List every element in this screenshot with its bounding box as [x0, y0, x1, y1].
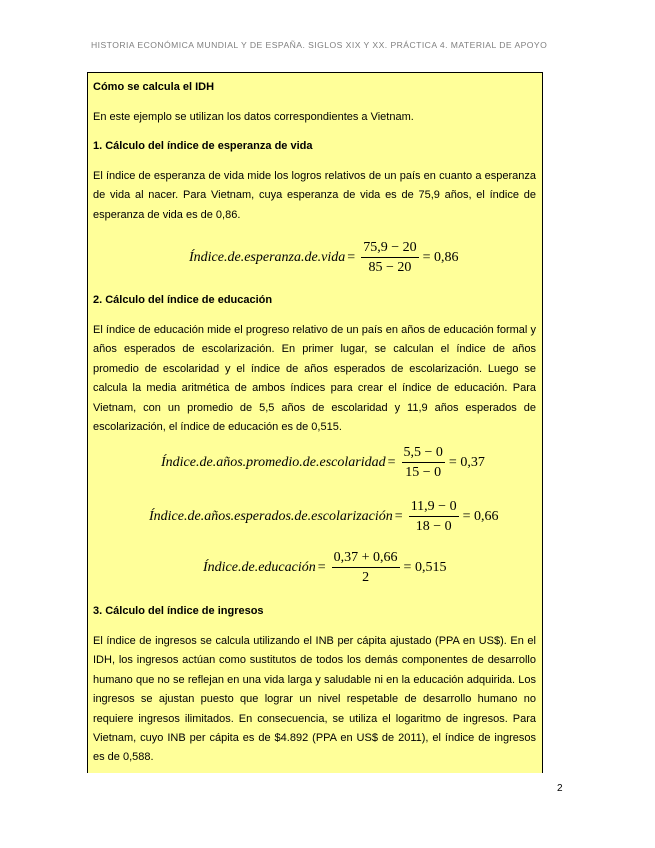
formula-numerator: 0,37 + 0,66 [332, 549, 400, 568]
formula-fraction [361, 239, 418, 276]
formula-name: Índice.de.años.promedio.de.escolaridad [161, 454, 386, 470]
formula-numerator: 75,9 − 20 [361, 239, 418, 258]
formula-denominator: 85 − 20 [368, 260, 412, 275]
formula-fraction [402, 444, 445, 481]
formula-fraction [409, 498, 459, 535]
formula-result: = 0,86 [422, 249, 459, 265]
heading-ingresos: 3. Cálculo del índice de ingresos [93, 605, 264, 617]
formula-anos-esperados [149, 498, 499, 535]
formula-denominator: 18 − 0 [415, 519, 452, 534]
running-header: HISTORIA ECONÓMICA MUNDIAL Y DE ESPAÑA. SIGLOS XIX Y XX. PRÁCTICA 4. MATERIAL DE APOYO [91, 40, 548, 50]
formula-fraction [332, 549, 400, 586]
heading-educacion: 2. Cálculo del índice de educación [93, 294, 273, 306]
formula-equals: = [317, 559, 326, 575]
formula-esperanza [189, 239, 459, 276]
formula-result: = 0,37 [448, 454, 485, 470]
formula-name: Índice.de.educación [203, 559, 316, 575]
heading-esperanza: 1. Cálculo del índice de esperanza de vida [93, 140, 313, 152]
paragraph-esperanza: El índice de esperanza de vida mide los logros relativos de un país en cuanto a esperanza de vida al nacer. Para Vietnam, cuya esperanza de vida es de 75,9 años, el índice de esperanza de vida es de 0,86. [93, 170, 536, 221]
formula-denominator: 15 − 0 [405, 465, 442, 480]
formula-equals: = [387, 454, 396, 470]
section-title: Cómo se calcula el IDH [93, 81, 215, 93]
formula-numerator: 5,5 − 0 [402, 444, 445, 463]
content-box [87, 72, 543, 773]
formula-equals: = [347, 249, 356, 265]
intro-text: En este ejemplo se utilizan los datos correspondientes a Vietnam. [93, 111, 414, 123]
formula-denominator: 2 [362, 570, 370, 585]
formula-numerator: 11,9 − 0 [409, 498, 459, 517]
formula-indice-educacion [203, 549, 446, 586]
formula-result: = 0,515 [403, 559, 447, 575]
formula-equals: = [394, 508, 403, 524]
formula-anos-promedio [161, 444, 485, 481]
formula-name: Índice.de.esperanza.de.vida [189, 249, 346, 265]
page-number: 2 [557, 783, 563, 794]
formula-result: = 0,66 [462, 508, 499, 524]
formula-name: Índice.de.años.esperados.de.escolarización [149, 508, 393, 524]
paragraph-educacion: El índice de educación mide el progreso relativo de un país en años de educación formal y años esperados de escolarización. En primer lugar, se calculan el índice de años promedio de escolaridad y el índice de años esperados de escolarización. Luego se calcula la media aritmética de ambos índices para crear el índice de educación. Para Vietnam, con un promedio de 5,5 años de escolaridad y 11,9 años esperados de escolarización, el índice de educación es de 0,515. [93, 324, 536, 434]
paragraph-ingresos: El índice de ingresos se calcula utilizando el INB per cápita ajustado (PPA en US$). En el IDH, los ingresos actúan como sustitutos de todos los demás componentes de desarrollo humano que no se reflejan en una vida larga y saludable ni en la educación adquirida. Los ingresos se ajustan puesto que lograr un nivel respetable de desarrollo humano no requiere ingresos ilimitados. En consecuencia, se utiliza el logaritmo de ingresos. Para Vietnam, cuyo INB per cápita es de $4.892 (PPA en US$ de 2011), el índice de ingresos es de 0,588. [93, 635, 536, 764]
